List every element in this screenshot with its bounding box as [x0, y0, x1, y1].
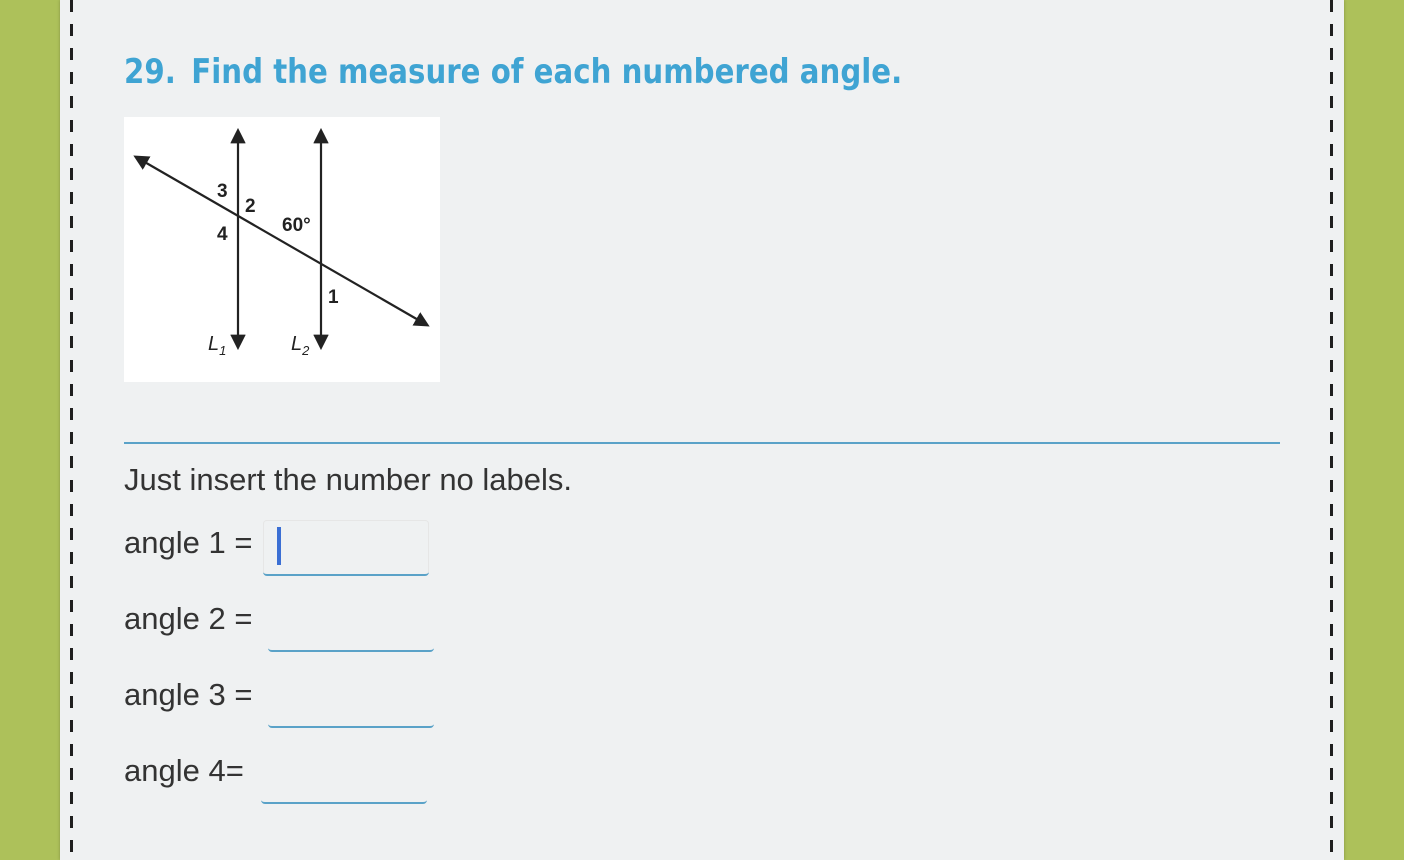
- angle-3-input[interactable]: [268, 672, 434, 728]
- angle-4-input[interactable]: [261, 748, 427, 804]
- angle-2-input[interactable]: [268, 596, 434, 652]
- answer-label: angle 4=: [124, 753, 244, 788]
- answer-label: angle 3 =: [124, 677, 253, 712]
- answer-row-angle-1: [124, 520, 252, 580]
- line-label-l1-subscript: 1: [219, 343, 227, 358]
- angle-label-4: 4: [217, 224, 228, 245]
- question-number: 29.: [124, 52, 176, 92]
- line-label-l2-letter: L: [291, 333, 303, 355]
- question-title: [124, 52, 902, 92]
- angle-label-3: 3: [217, 181, 228, 202]
- answer-label: angle 1 =: [124, 525, 253, 560]
- line-label-l2-subscript: 2: [302, 343, 310, 358]
- answer-row-angle-4: [124, 748, 244, 808]
- answer-row-angle-2: [124, 596, 252, 656]
- dashed-border-right: [1330, 0, 1333, 860]
- figure-diagram: [124, 117, 440, 382]
- dashed-border-left: [70, 0, 73, 860]
- question-text: Find the measure of each numbered angle.: [191, 52, 903, 92]
- answer-label: angle 2 =: [124, 601, 253, 636]
- angle-label-2: 2: [245, 196, 256, 217]
- given-angle-label: 60°: [282, 215, 311, 236]
- angle-1-input[interactable]: [263, 520, 429, 576]
- answer-row-angle-3: [124, 672, 252, 732]
- parallel-lines-figure: [124, 117, 440, 382]
- question-card: [60, 0, 1344, 860]
- angle-label-1: 1: [328, 287, 339, 308]
- line-label-l1: [208, 333, 226, 358]
- section-divider: [124, 442, 1280, 444]
- line-label-l1-letter: L: [208, 333, 220, 355]
- instructions-text: Just insert the number no labels.: [124, 462, 573, 497]
- line-label-l2: [291, 333, 310, 358]
- transversal-line: [136, 157, 427, 325]
